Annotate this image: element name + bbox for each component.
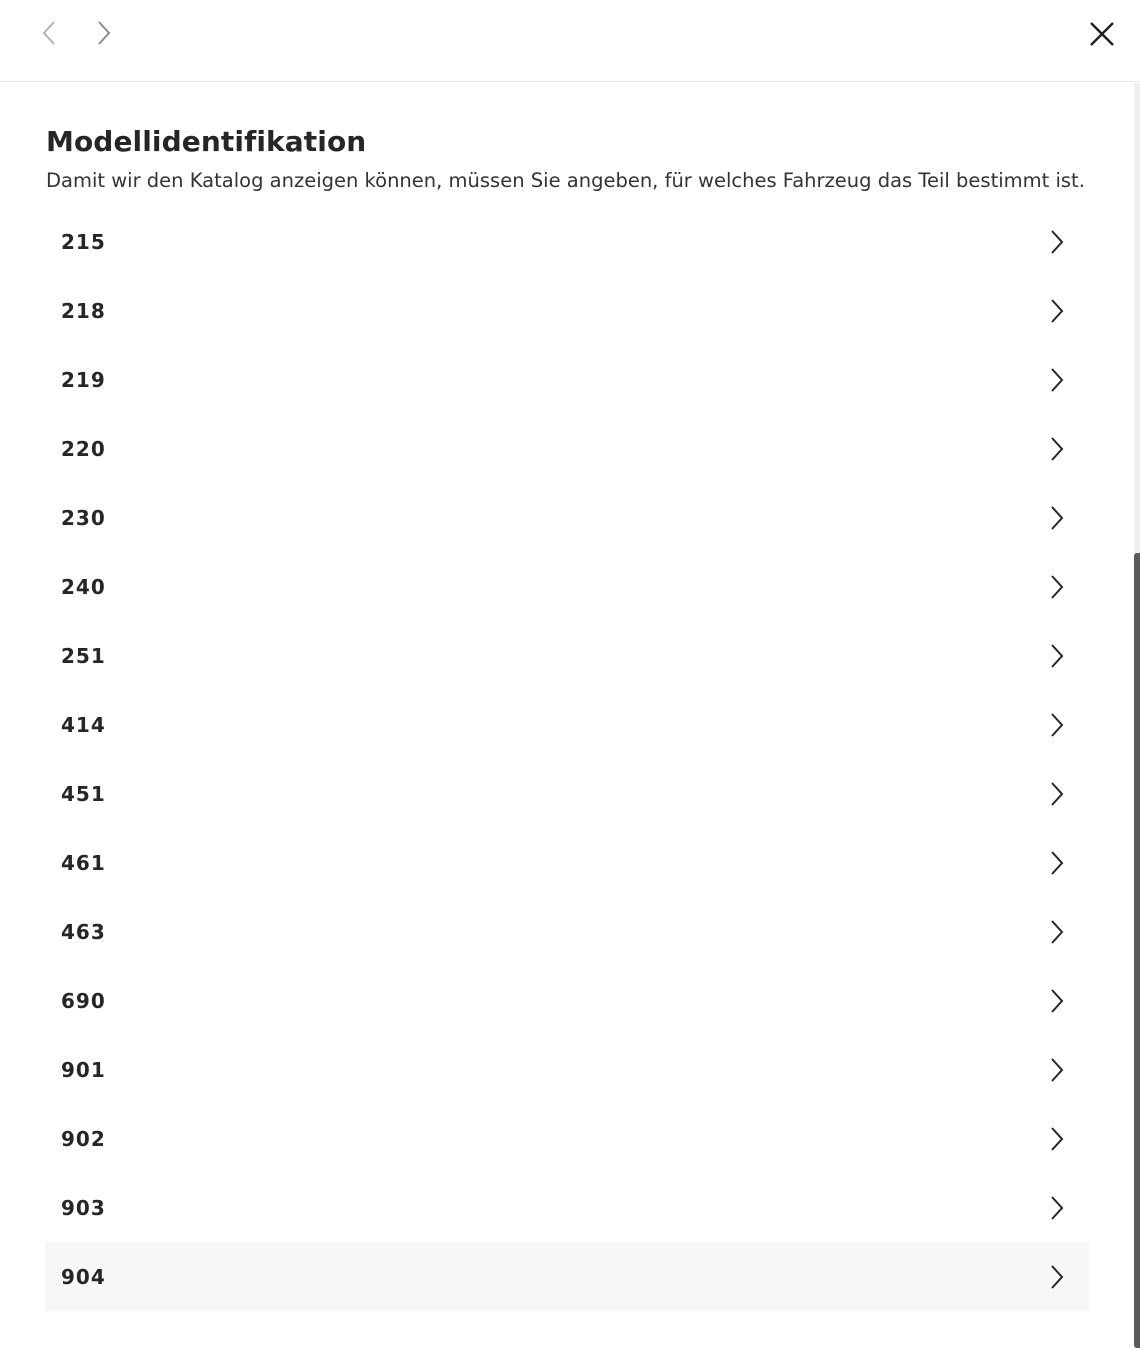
close-button[interactable] <box>1084 16 1120 52</box>
chevron-right-icon <box>1047 366 1067 394</box>
page-title: Modellidentifikation <box>46 125 367 158</box>
model-label: 219 <box>61 367 106 392</box>
model-list-item[interactable] <box>45 759 1089 828</box>
model-list-item[interactable] <box>45 552 1089 621</box>
model-label: 904 <box>61 1264 106 1289</box>
model-list-item[interactable] <box>45 1242 1089 1311</box>
chevron-right-icon <box>1047 1263 1067 1291</box>
chevron-right-icon <box>1047 504 1067 532</box>
model-list-item[interactable] <box>45 276 1089 345</box>
model-list-item[interactable] <box>45 483 1089 552</box>
chevron-right-icon <box>1047 573 1067 601</box>
model-list-item[interactable] <box>45 897 1089 966</box>
model-label: 451 <box>61 781 106 806</box>
model-list-item[interactable] <box>45 621 1089 690</box>
scrollbar-thumb[interactable] <box>1134 553 1140 1348</box>
chevron-right-icon <box>1047 780 1067 808</box>
model-label: 690 <box>61 988 106 1013</box>
model-label: 215 <box>61 229 106 254</box>
model-label: 461 <box>61 850 106 875</box>
model-list-item[interactable] <box>45 690 1089 759</box>
chevron-right-icon <box>1047 642 1067 670</box>
model-list-item[interactable] <box>45 966 1089 1035</box>
model-list-item[interactable] <box>45 345 1089 414</box>
chevron-right-icon <box>1047 987 1067 1015</box>
model-label: 414 <box>61 712 106 737</box>
model-label: 902 <box>61 1126 106 1151</box>
model-label: 240 <box>61 574 106 599</box>
chevron-right-icon <box>1047 711 1067 739</box>
model-label: 901 <box>61 1057 106 1082</box>
model-list-item[interactable] <box>45 828 1089 897</box>
close-icon <box>1088 20 1116 48</box>
chevron-right-icon <box>1047 297 1067 325</box>
chevron-right-icon <box>1047 228 1067 256</box>
modal-content <box>0 83 1134 1348</box>
model-list-item[interactable] <box>45 1173 1089 1242</box>
model-label: 230 <box>61 505 106 530</box>
model-label: 903 <box>61 1195 106 1220</box>
chevron-right-icon <box>1047 849 1067 877</box>
chevron-right-icon <box>1047 1056 1067 1084</box>
modal-header <box>0 0 1140 82</box>
chevron-right-icon <box>1047 918 1067 946</box>
model-list-item[interactable] <box>45 207 1089 276</box>
model-list-item[interactable] <box>45 414 1089 483</box>
model-list <box>45 207 1089 1311</box>
model-label: 220 <box>61 436 106 461</box>
model-label: 218 <box>61 298 106 323</box>
model-list-item[interactable] <box>45 1035 1089 1104</box>
chevron-right-icon <box>1047 1125 1067 1153</box>
model-label: 251 <box>61 643 106 668</box>
chevron-left-icon <box>41 20 57 46</box>
back-button[interactable] <box>34 18 64 48</box>
page-subtitle: Damit wir den Katalog anzeigen können, müssen Sie angeben, für welches Fahrzeug das Teil bestimmt ist. <box>46 169 1085 192</box>
chevron-right-icon <box>1047 435 1067 463</box>
forward-button[interactable] <box>89 18 119 48</box>
chevron-right-icon <box>1047 1194 1067 1222</box>
chevron-right-icon <box>96 20 112 46</box>
model-list-item[interactable] <box>45 1104 1089 1173</box>
model-label: 463 <box>61 919 106 944</box>
